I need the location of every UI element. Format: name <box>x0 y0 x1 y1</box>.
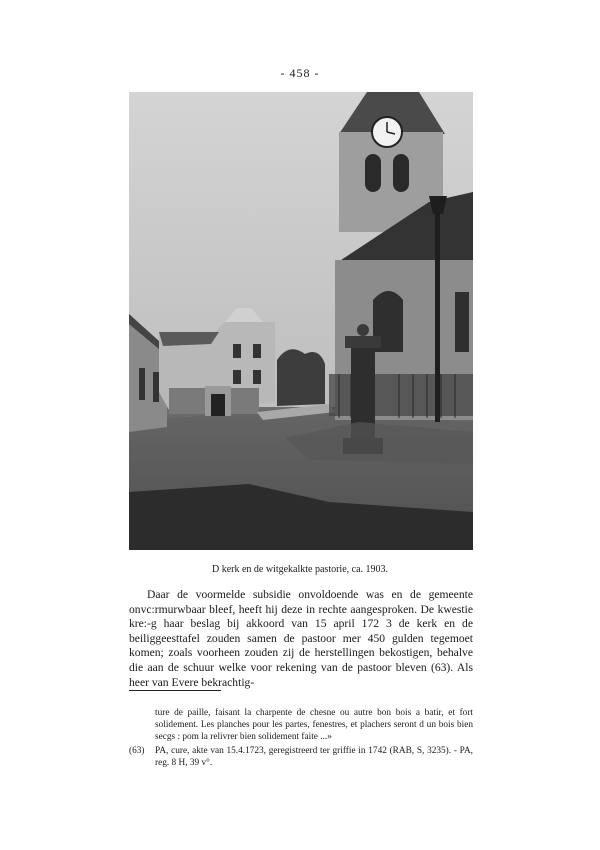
page-number: - 458 - <box>280 66 320 80</box>
figure-caption: D kerk en de witgekalkte pastorie, ca. 1903. <box>211 564 389 575</box>
footnote-continuation: ture de paille, faisant la charpente de chesne ou autre bon bois a batir, et fort solidement. Les planches pour les partes, fenestres, et plachers seront d un bois bien secgs : pom la relivrer bien solidement faite ...» <box>155 708 473 743</box>
footnote-number: (63) <box>129 745 145 756</box>
church-and-rectory-photo <box>129 92 473 550</box>
body-paragraph: Daar de voormelde subsidie onvoldoende was en de gemeente onvc:rmurwbaar bleef, heeft hij deze in rechte aangesproken. De kwestie kre:-g haar beslag bij akkoord van 15 april 172 3 de kerk en de beiliggeesttafel zouden samen de pastoor mer 450 gulden tegemoet komen; zoals voorheen zouden zij de herstellingen bekostigen, behalve die aan de schuur welke voor rekening van de pastoor bleven (63). Als heer van Evere bekrachtig- <box>129 588 473 689</box>
church-photograph <box>129 92 473 550</box>
footnote-63 <box>129 745 473 769</box>
footnote-rule <box>129 690 221 691</box>
footnote-text: PA, cure, akte van 15.4.1723, geregistreerd ter griffie in 1742 (RAB, S, 3235). - PA, reg. 8 H, 39 v°. <box>155 745 473 768</box>
footnotes <box>129 707 473 769</box>
